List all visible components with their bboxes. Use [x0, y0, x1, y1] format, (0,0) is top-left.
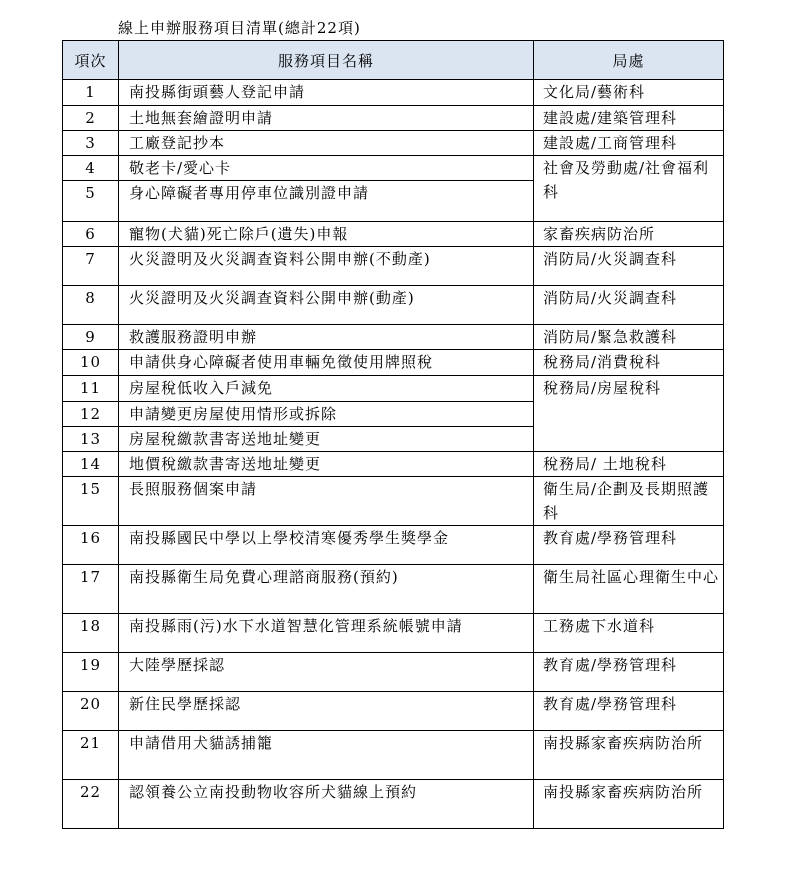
item-dept: 家畜疾病防治所	[534, 222, 724, 247]
item-no: 19	[63, 653, 119, 692]
item-name: 南投縣街頭藝人登記申請	[119, 80, 534, 106]
item-dept: 南投縣家畜疾病防治所	[534, 780, 724, 829]
table-row	[63, 106, 724, 131]
table-row	[63, 222, 724, 247]
item-name: 房屋稅低收入戶減免	[119, 376, 534, 402]
item-dept: 教育處/學務管理科	[534, 526, 724, 565]
table-row	[63, 376, 724, 402]
item-no: 15	[63, 477, 119, 526]
header-dept: 局處	[534, 41, 724, 80]
item-no: 1	[63, 80, 119, 106]
item-no: 6	[63, 222, 119, 247]
item-no: 9	[63, 325, 119, 350]
item-name: 寵物(犬貓)死亡除戶(遺失)申報	[119, 222, 534, 247]
item-name: 火災證明及火災調查資料公開申辦(不動產)	[119, 247, 534, 286]
item-dept: 消防局/緊急救護科	[534, 325, 724, 350]
item-no: 22	[63, 780, 119, 829]
item-name: 南投縣衛生局免費心理諮商服務(預約)	[119, 565, 534, 614]
item-name: 申請供身心障礙者使用車輛免徵使用牌照稅	[119, 350, 534, 376]
item-no: 17	[63, 565, 119, 614]
item-name: 新住民學歷採認	[119, 692, 534, 731]
item-name: 身心障礙者專用停車位識別證申請	[119, 181, 534, 222]
table-row	[63, 80, 724, 106]
item-name: 南投縣國民中學以上學校清寒優秀學生獎學金	[119, 526, 534, 565]
page-title: 線上申辦服務項目清單(總計22項)	[118, 19, 361, 37]
item-name: 認領養公立南投動物收容所犬貓線上預約	[119, 780, 534, 829]
item-name: 工廠登記抄本	[119, 131, 534, 156]
item-no: 10	[63, 350, 119, 376]
table-row	[63, 286, 724, 325]
item-no: 7	[63, 247, 119, 286]
item-dept: 衛生局/企劃及長期照護科	[534, 477, 724, 526]
header-no: 項次	[63, 41, 119, 80]
item-no: 3	[63, 131, 119, 156]
item-no: 12	[63, 402, 119, 427]
item-dept: 消防局/火災調查科	[534, 247, 724, 286]
item-dept: 南投縣家畜疾病防治所	[534, 731, 724, 780]
item-name: 大陸學歷採認	[119, 653, 534, 692]
item-no: 13	[63, 427, 119, 452]
item-no: 20	[63, 692, 119, 731]
item-dept: 工務處下水道科	[534, 614, 724, 653]
table-row	[63, 325, 724, 350]
item-no: 11	[63, 376, 119, 402]
table-row	[63, 731, 724, 780]
item-name: 地價稅繳款書寄送地址變更	[119, 452, 534, 477]
table-row	[63, 780, 724, 829]
item-dept: 建設處/工商管理科	[534, 131, 724, 156]
item-dept: 稅務局/房屋稅科	[534, 376, 724, 452]
item-no: 8	[63, 286, 119, 325]
item-name: 土地無套繪證明申請	[119, 106, 534, 131]
item-no: 14	[63, 452, 119, 477]
item-name: 敬老卡/愛心卡	[119, 156, 534, 181]
item-dept: 社會及勞動處/社會福利科	[534, 156, 724, 222]
item-no: 16	[63, 526, 119, 565]
item-no: 2	[63, 106, 119, 131]
table-row	[63, 653, 724, 692]
item-dept: 稅務局/消費稅科	[534, 350, 724, 376]
item-dept: 教育處/學務管理科	[534, 653, 724, 692]
item-name: 救護服務證明申辦	[119, 325, 534, 350]
item-no: 21	[63, 731, 119, 780]
item-name: 房屋稅繳款書寄送地址變更	[119, 427, 534, 452]
item-name: 長照服務個案申請	[119, 477, 534, 526]
table-row	[63, 614, 724, 653]
header-row	[63, 41, 724, 80]
table-row	[63, 156, 724, 181]
item-dept: 衛生局社區心理衛生中心	[534, 565, 724, 614]
header-name: 服務項目名稱	[119, 41, 534, 80]
table-row	[63, 350, 724, 376]
item-name: 申請借用犬貓誘捕籠	[119, 731, 534, 780]
item-dept: 文化局/藝術科	[534, 80, 724, 106]
item-name: 火災證明及火災調查資料公開申辦(動產)	[119, 286, 534, 325]
item-dept: 稅務局/ 土地稅科	[534, 452, 724, 477]
service-table	[62, 40, 724, 829]
table-row	[63, 565, 724, 614]
item-no: 5	[63, 181, 119, 222]
table-row	[63, 131, 724, 156]
table-row	[63, 692, 724, 731]
table-row	[63, 452, 724, 477]
table-row	[63, 477, 724, 526]
item-name: 南投縣雨(污)水下水道智慧化管理系統帳號申請	[119, 614, 534, 653]
item-name: 申請變更房屋使用情形或拆除	[119, 402, 534, 427]
table-row	[63, 526, 724, 565]
item-no: 18	[63, 614, 119, 653]
item-no: 4	[63, 156, 119, 181]
item-dept: 教育處/學務管理科	[534, 692, 724, 731]
table-row	[63, 247, 724, 286]
item-dept: 建設處/建築管理科	[534, 106, 724, 131]
item-dept: 消防局/火災調查科	[534, 286, 724, 325]
